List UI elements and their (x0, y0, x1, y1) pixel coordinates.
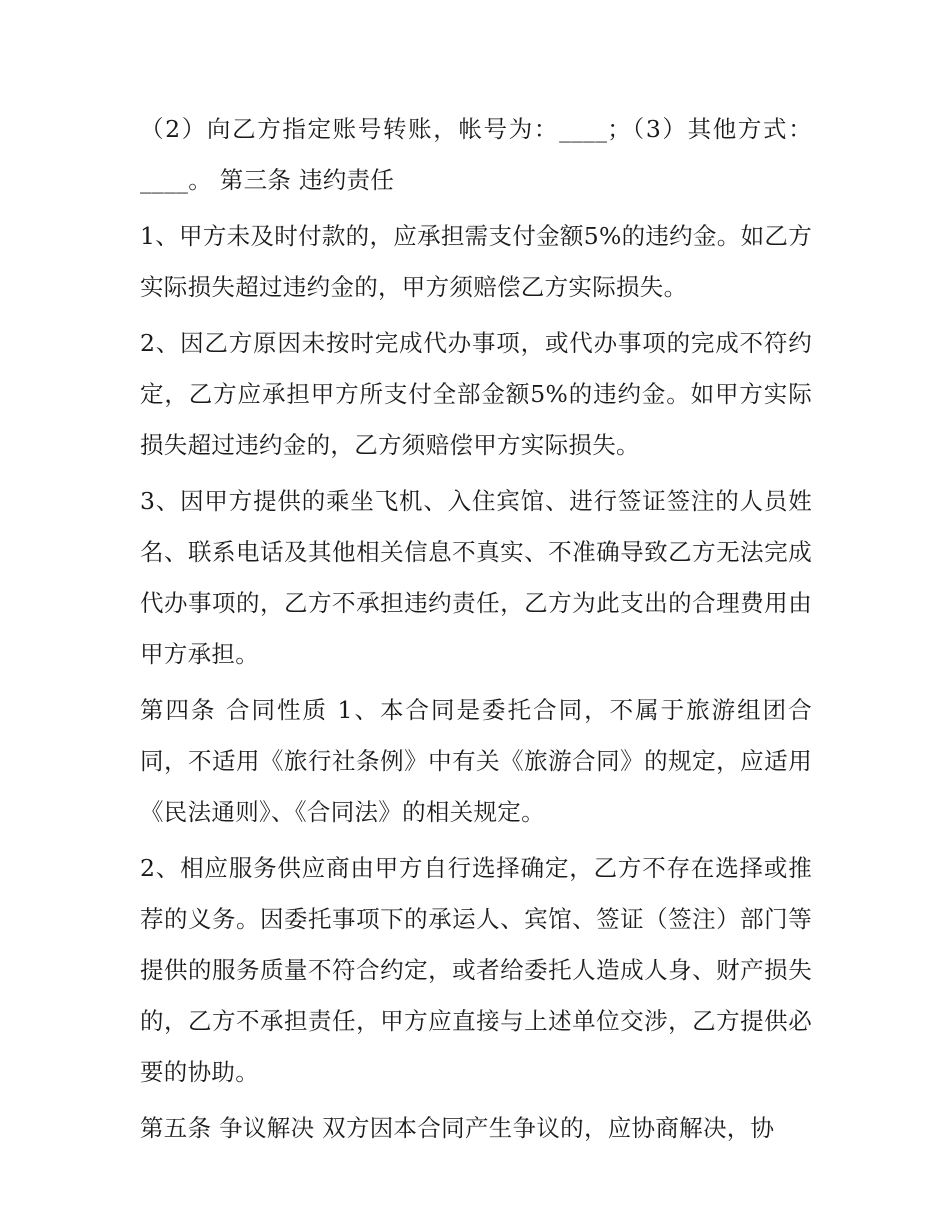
paragraph-breach-clause-2: 2、因乙方原因未按时完成代办事项，或代办事项的完成不符约定，乙方应承担甲方所支付全部金额5%的违约金。如甲方实际损失超过违约金的，乙方须赔偿甲方实际损失。 (140, 329, 812, 459)
paragraph-breach-clause-3: 3、因甲方提供的乘坐飞机、入住宾馆、进行签证签注的人员姓名、联系电话及其他相关信息不真实、不准确导致乙方无法完成代办事项的，乙方不承担违约责任，乙方为此支出的合理费用由甲方承担。 (140, 487, 812, 668)
paragraph-dispute-resolution: 第五条 争议解决 双方因本合同产生争议的，应协商解决，协 (140, 1114, 775, 1142)
paragraph-breach-clause-1: 1、甲方未及时付款的，应承担需支付金额5%的违约金。如乙方实际损失超过违约金的，甲方须赔偿乙方实际损失。 (140, 222, 812, 301)
document-page (140, 104, 812, 1159)
paragraph-payment-methods: （2）向乙方指定账号转账，帐号为：____；（3）其他方式：____。 第三条 违约责任 (140, 115, 812, 194)
paragraph-contract-nature-2: 2、相应服务供应商由甲方自行选择确定，乙方不存在选择或推荐的义务。因委托事项下的承运人、宾馆、签证（签注）部门等提供的服务质量不符合约定，或者给委托人造成人身、财产损失的，乙方不承担责任，甲方应直接与上述单位交涉，乙方提供必要的协助。 (140, 854, 812, 1086)
paragraph-contract-nature-1: 第四条 合同性质 1、本合同是委托合同，不属于旅游组团合同，不适用《旅行社条例》中有关《旅游合同》的规定，应适用《民法通则》、《合同法》的相关规定。 (140, 696, 812, 826)
